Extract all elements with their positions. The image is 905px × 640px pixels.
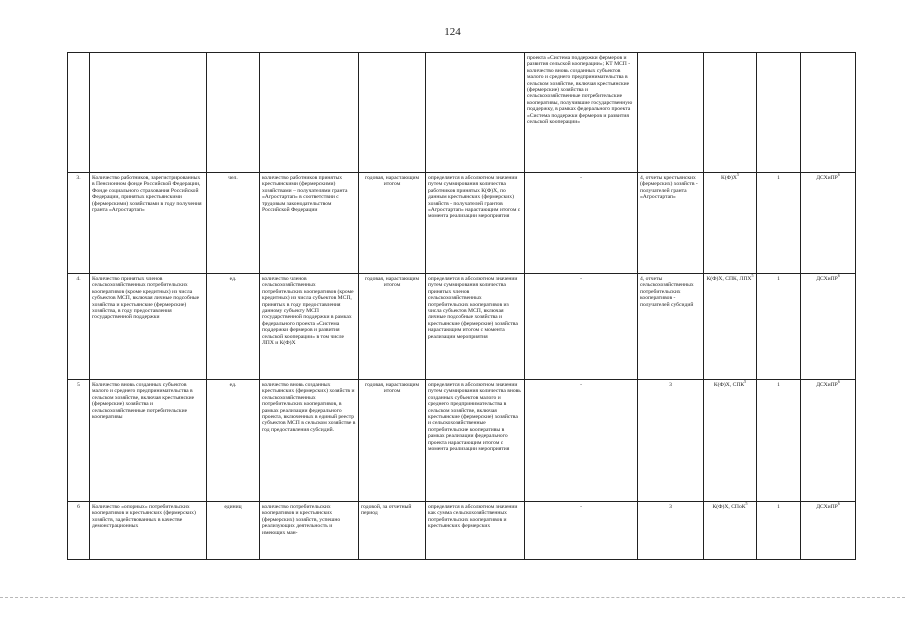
subjects-cell: К(Ф)Х, СПК, ЛПХ$^5$ [704, 274, 757, 380]
periodicity-cell: годовая, нарастающим итогом [359, 274, 426, 380]
subjects-cell: $К(Ф)Х^5$ [704, 173, 757, 274]
table-row [68, 380, 856, 502]
unit-cell: ед. [207, 380, 260, 502]
method-cell: определяется в абсолютном значении путем суммирования количества работников принятых К(Ф)Х, по данным крестьянских (фермерских) хозяйств - получателей грантов «Агростартап» нарастающим итогом с момента реализации мероприятия [426, 173, 525, 274]
periodicity-cell: годовая, нарастающим итогом [359, 173, 426, 274]
table-row [68, 502, 856, 560]
row-number: 4. [68, 274, 90, 380]
method-cell: определяется в абсолютном значении путем суммирования количества принятых членов сельскохозяйственных потребительских кооперативов из числа субъектов МСП, включая личные подсобные хозяйства и крестьянские (фермерские) хозяйства нарастающим итогом с момента реализации мероприятия [426, 274, 525, 380]
indicator-table [67, 52, 856, 560]
periodicity-cell: годовая, нарастающим итогом [359, 380, 426, 502]
responsible-cell: ДСХиПР$^6$ [801, 274, 856, 380]
responsible-cell: ДСХиПР$^6$ [801, 502, 856, 560]
unit-cell: единиц [207, 502, 260, 560]
indicator-name: Количество вновь созданных субъектов малого и среднего предпринимательства в сельском хозяйстве, включая крестьянские (фермерские) хозяйства и сельскохозяйственные потребительские кооперативы [90, 380, 207, 502]
source-cell: 3 [638, 502, 704, 560]
level-cell: 1 [757, 173, 801, 274]
table-row-continued [68, 53, 856, 173]
indicators-cell: - [525, 502, 638, 560]
indicators-cell: - [525, 274, 638, 380]
definition-cell: количество членов сельскохозяйственных потребительских кооперативов (кроме кредитных) из числа субъектов МСП, принятых в году предоставления данному субъекту МСП государственной поддержки в рамках федерального проекта «Система поддержки фермеров и развития сельской кооперации» в том числе ЛПХ и К(Ф)Х [260, 274, 359, 380]
method-cell: определяется в абсолютном значении путем суммирования количества вновь созданных субъектов малого и среднего предпринимательства в сельском хозяйстве, включая крестьянские (фермерские) хозяйства и сельскохозяйственные потребительские кооперативы в рамках реализации федерального проекта нарастающим итогом с момента реализации мероприятия [426, 380, 525, 502]
level-cell: 1 [757, 274, 801, 380]
subjects-cell: К(Ф)Х, СПК$^5$ [704, 380, 757, 502]
page-edge-divider [0, 597, 905, 598]
unit-cell: чел. [207, 173, 260, 274]
level-cell: 1 [757, 380, 801, 502]
definition-cell: количество потребительских кооперативов и крестьянских (фермерских) хозяйств, успешно реализующих деятельность и имеющих ман- [260, 502, 359, 560]
source-cell: 4, отчеты крестьянских (фермерских) хозяйств - получателей гранта «Агростартап» [638, 173, 704, 274]
responsible-cell: ДСХиПР$^6$ [801, 173, 856, 274]
source-cell: 4, отчеты сельскохозяйственных потребительских кооперативов - получателей субсидий [638, 274, 704, 380]
row-number: 6 [68, 502, 90, 560]
row-number: 3. [68, 173, 90, 274]
table-row [68, 173, 856, 274]
row-number: 5 [68, 380, 90, 502]
indicators-cell: - [525, 380, 638, 502]
indicator-name: Количество «опорных» потребительских кооперативов и крестьянских (фермерских) хозяйств, задействованных в качестве демонстрационных [90, 502, 207, 560]
definition-cell: количество вновь созданных крестьянских (фермерских) хозяйств и сельскохозяйственных потребительских кооперативов, в рамках реализации федерального проекта, включенных в единый реестр субъектов МСП в сельском хозяйстве в год предоставления субсидий. [260, 380, 359, 502]
indicators-cell: - [525, 173, 638, 274]
responsible-cell: ДСХиПР$^6$ [801, 380, 856, 502]
periodicity-cell: годовой, за отчетный период [359, 502, 426, 560]
page-number: 124 [444, 26, 461, 38]
indicator-name: Количество принятых членов сельскохозяйственных потребительских кооперативов (кроме кредитных) из числа субъектов МСП, включая личные подсобные хозяйства и крестьянские (фермерские) хозяйства, в году предоставления государственной поддержки [90, 274, 207, 380]
subjects-cell: К(Ф)Х, СПоК$^5$ [704, 502, 757, 560]
level-cell: 1 [757, 502, 801, 560]
source-cell: 3 [638, 380, 704, 502]
formula-cell: проекта «Система поддержки фермеров и развития сельской кооперации»; КТ МСП - количество вновь созданных субъектов малого и среднего предпринимательства в сельском хозяйстве, включая крестьянские (фермерские) хозяйства и сельскохозяйственные потребительские кооперативы, получившие государственную поддержку, в рамках федерального проекта «Система поддержки фермеров и развития сельской кооперации» [525, 53, 638, 173]
indicator-name: Количество работников, зарегистрированных в Пенсионном фонде Российской Федерации, Фонде социального страхования Российской Федерации, принятых крестьянскими (фермерскими) хозяйствами в году получения гранта «Агростартап» [90, 173, 207, 274]
definition-cell: количество работников принятых крестьянскими (фермерскими) хозяйствами – получателями гранта «Агростартап» в соответствии с трудовым законодательством Российской Федерации [260, 173, 359, 274]
method-cell: определяется в абсолютном значении как сумма сельскохозяйственных потребительских кооперативов и крестьянских фермерских [426, 502, 525, 560]
unit-cell: ед. [207, 274, 260, 380]
table-row [68, 274, 856, 380]
